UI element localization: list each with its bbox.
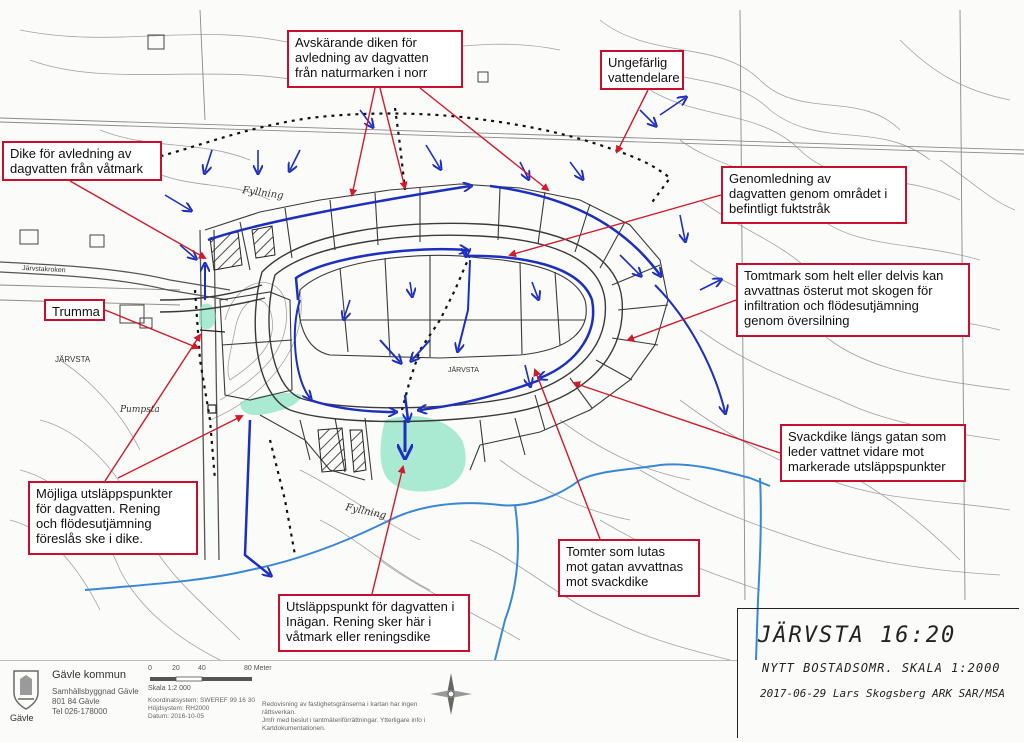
title-block [737,608,1019,738]
gavle-logo-icon [10,667,42,711]
coordinate-info: Koordinatsystem: SWEREF 99 16 30 Höjdsystem: RH2000 Datum: 2016-10-05 [148,697,255,720]
callout-vattendelare: Ungefärlig vattendelare [600,50,684,90]
title-block-subtitle: NYTT BOSTADSOMR. SKALA 1:2000 [762,661,1001,675]
org-name: Gävle kommun [52,669,126,681]
callout-trumma: Trumma [44,299,105,321]
scale-label-3: 80 Meter [244,665,272,672]
callout-dike-vatmark: Dike för avledning av dagvatten från våtmark [2,141,162,181]
callout-tomter-lutas: Tomter som lutas mot gatan avvattnas mot svackdike [558,539,700,597]
org-address: Samhällsbyggnad Gävle 801 84 Gävle Tel 026-178000 [52,687,139,716]
callout-utslappspunkt-inagan: Utsläppspunkt för dagvatten i Inägan. Rening sker här i våtmark eller reningsdike [278,594,470,652]
scale-text: Skala 1:2 000 [148,685,191,692]
label-fyllning-bottom: Fyllning [344,502,388,522]
north-arrow-icon [428,671,474,717]
callout-genomledning: Genomledning av dagvatten genom området i befintligt fuktstråk [721,166,907,224]
label-pumpsta: Pumpsta [120,405,160,415]
title-block-signature: 2017-06-29 Lars Skogsberg ARK SAR/MSA [760,687,1006,700]
callout-utslappspunkter: Möjliga utsläppspunkter för dagvatten. Rening och flödesutjämning föreslås ske i dike. [28,481,198,555]
callout-svackdike: Svackdike längs gatan som leder vattnet vidare mot markerade utsläppspunkter [780,424,966,482]
map-footer [0,660,737,742]
label-jarvsta-center: JÄRVSTA [448,367,479,374]
scale-label-0: 0 [148,665,152,672]
scale-label-1: 20 [172,665,180,672]
callout-tomtmark: Tomtmark som helt eller delvis kan avvattnas österut mot skogen för infiltration och flödesutjämning genom översilning [736,263,970,337]
logo-text: Gävle [10,713,34,723]
label-jarvsta-left: JÄRVSTA [55,355,91,364]
disclaimer-text: Redovisning av fastighetsgränserna i kartan har ingen rättsverkan. Jmfr med beslut i lantmäteriförrättningar. Ytterligare info i Kartdokumentationen. [262,701,426,732]
title-block-title: JÄRVSTA 16:20 [758,623,957,648]
label-road: Järvstakroken [21,265,66,275]
label-fyllning-top: Fyllning [241,185,285,202]
callout-diken-norr: Avskärande diken för avledning av dagvatten från naturmarken i norr [287,30,463,88]
scale-label-2: 40 [198,665,206,672]
